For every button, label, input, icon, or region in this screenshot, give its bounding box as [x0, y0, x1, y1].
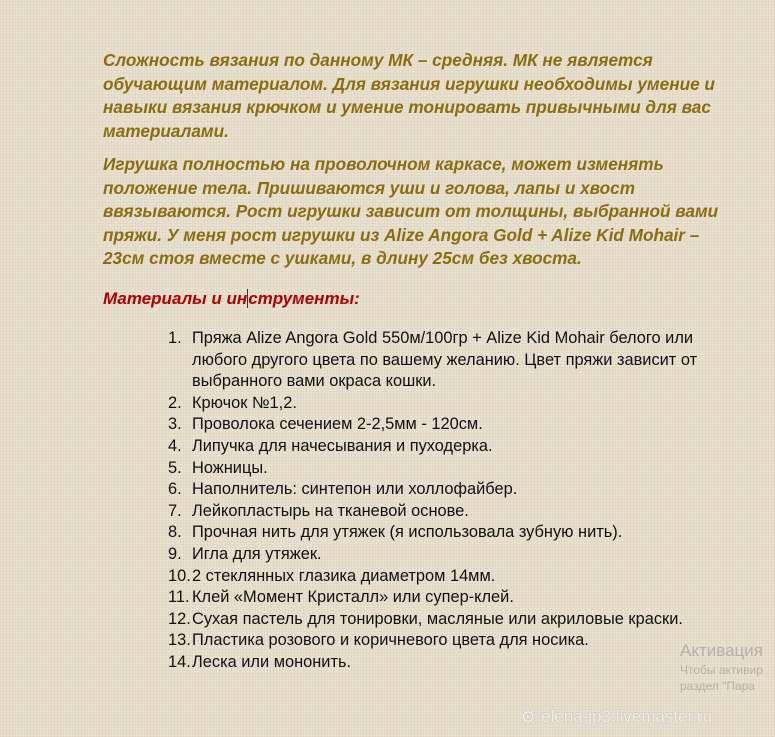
- list-item-number: 1.: [168, 329, 182, 347]
- activation-line-3: раздел "Пара: [680, 679, 755, 693]
- watermark: [520, 706, 712, 728]
- gear-icon: ⚙: [520, 707, 537, 727]
- intro-paragraph-description: Игрушка полностью на проволочном каркасе, может изменять положение тела. Пришиваются уши и голова, лапы и хвост ввязываются. Рост игрушки зависит от толщины, выбранной вами пряжи. У меня рост игрушки из Alize Angora Gold + Alize Kid Mohair – 23см стоя вместе с ушками, в длину 25см без хвоста.: [103, 154, 719, 268]
- list-item: [168, 652, 748, 674]
- list-item-text: Крючок №1,2.: [192, 393, 297, 412]
- list-item: [168, 566, 748, 588]
- intro-paragraph-difficulty: Сложность вязания по данному МК – средняя. МК не является обучающим материалом. Для вязания игрушки необходимы умение и навыки вязания крючком и умение тонировать привычными для вас материалами.: [103, 50, 715, 141]
- list-item-number: 13.: [168, 631, 191, 650]
- list-item-text: 2 стеклянных глазика диаметром 14мм.: [192, 566, 496, 585]
- list-item: [168, 458, 748, 480]
- materials-heading: [103, 288, 360, 310]
- list-item-text: Пряжа Alize Angora Gold 550м/100гр + Alize Kid Mohair белого или любого другого цвета по вашему желанию. Цвет пряжи зависит от выбранного вами окраса кошки.: [192, 329, 698, 391]
- list-item: [168, 544, 748, 566]
- list-item-number: 3.: [168, 415, 182, 434]
- materials-list: [168, 328, 748, 674]
- list-item: [168, 522, 748, 544]
- watermark-text: elena-jp3.livemaster.ru: [541, 707, 713, 726]
- list-item-text: Наполнитель: синтепон или холлофайбер.: [192, 480, 518, 499]
- materials-heading-part1: Материалы и ин: [103, 289, 248, 308]
- list-item: [168, 609, 748, 631]
- list-item-text: Леска или мононить.: [192, 652, 352, 671]
- list-item-number: 4.: [168, 436, 182, 455]
- list-item-number: 11.: [168, 588, 190, 607]
- list-item-text: Проволока сечением 2-2,5мм - 120см.: [192, 415, 483, 434]
- list-item: [168, 630, 748, 652]
- list-item: [168, 328, 748, 393]
- list-item-number: 12.: [168, 609, 191, 628]
- list-item-text: Пластика розового и коричневого цвета для носика.: [192, 631, 589, 650]
- list-item-number: 9.: [168, 544, 182, 563]
- list-item-number: 10.: [168, 566, 191, 585]
- list-item-number: 8.: [168, 523, 182, 542]
- list-item-number: 6.: [168, 480, 182, 499]
- activation-line-2: Чтобы активир: [680, 663, 763, 677]
- list-item-text: Липучка для начесывания и пуходерка.: [192, 436, 493, 455]
- list-item: [168, 501, 748, 523]
- list-item-text: Прочная нить для утяжек (я использовала зубную нить).: [192, 523, 623, 542]
- list-item-text: Игла для утяжек.: [192, 544, 322, 563]
- materials-heading-part2: струменты:: [248, 289, 360, 308]
- list-item: [168, 436, 748, 458]
- list-item: [168, 479, 748, 501]
- list-item-number: 5.: [168, 458, 182, 477]
- list-item-number: 14.: [168, 652, 191, 671]
- list-item: [168, 414, 748, 436]
- list-item-text: Сухая пастель для тонировки, масляные или акриловые краски.: [192, 609, 683, 628]
- list-item-text: Лейкопластырь на тканевой основе.: [192, 501, 469, 520]
- activation-title: Активация: [680, 641, 763, 660]
- list-item: [168, 587, 748, 609]
- windows-activation-notice: [680, 640, 775, 694]
- list-item-number: 2.: [168, 393, 182, 412]
- list-item-text: Клей «Момент Кристалл» или супер-клей.: [192, 588, 514, 607]
- list-item-number: 7.: [168, 501, 182, 520]
- list-item: [168, 393, 748, 415]
- list-item-text: Ножницы.: [192, 458, 268, 477]
